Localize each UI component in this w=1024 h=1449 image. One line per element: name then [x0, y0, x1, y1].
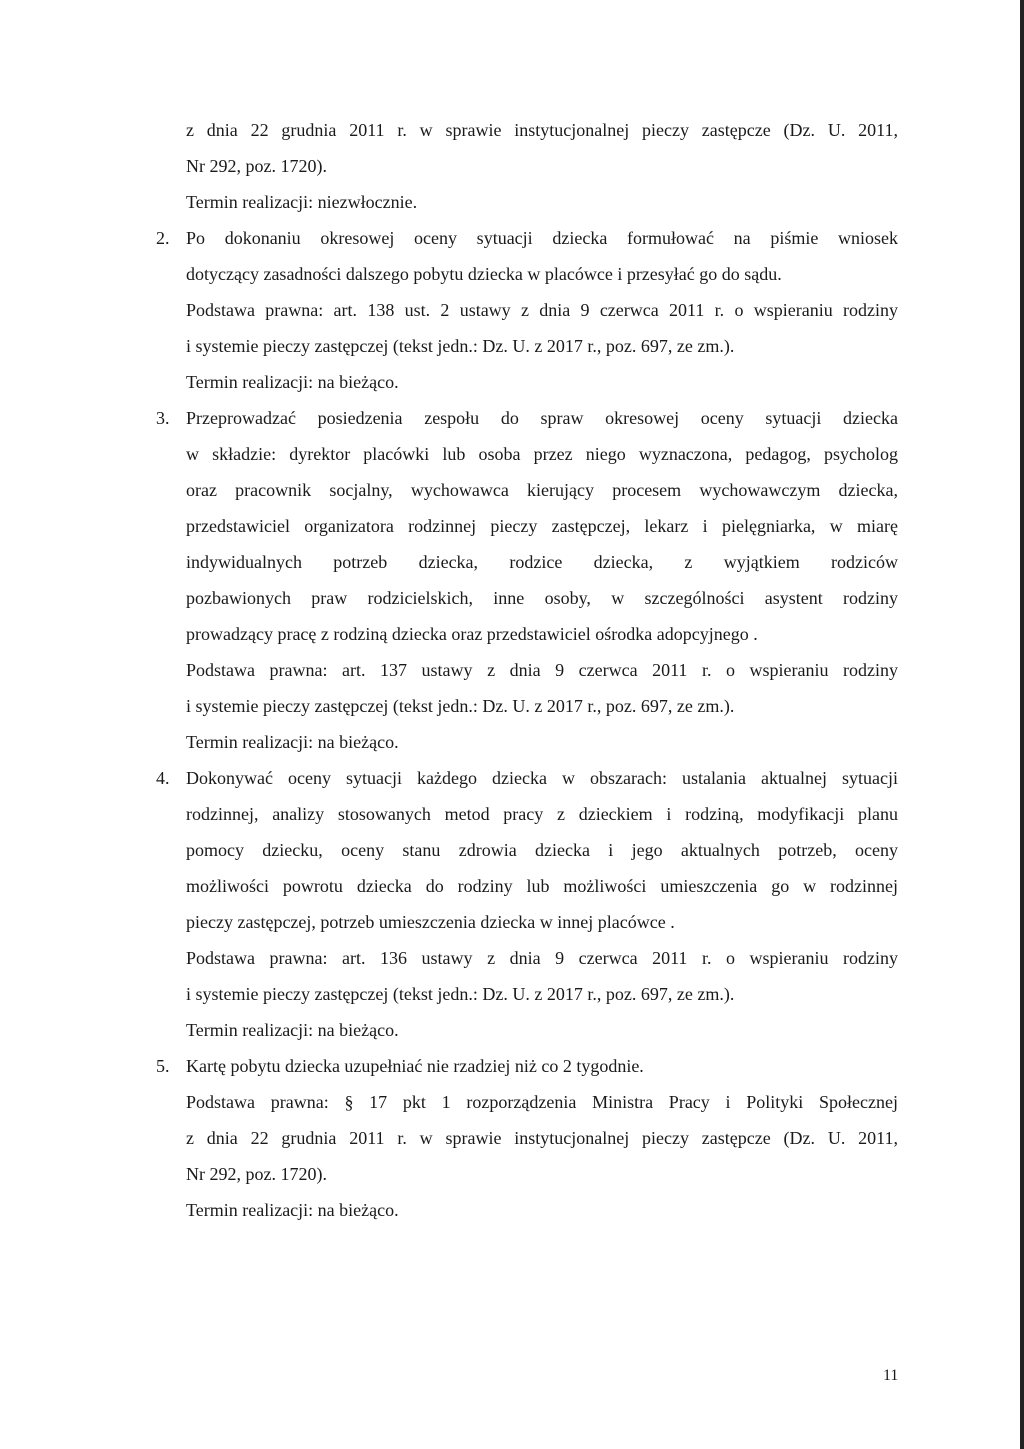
item-3-line-7: prowadzący pracę z rodziną dziecka oraz przedstawiciel ośrodka adopcyjnego .: [186, 624, 758, 644]
item-4-line-2: rodzinnej, analizy stosowanych metod pracy z dzieckiem i rodziną, modyfikacji planu: [186, 804, 898, 824]
item-3-line-10: Termin realizacji: na bieżąco.: [186, 732, 399, 752]
item-number: 5.: [156, 1056, 170, 1076]
item-4-line-7: i systemie pieczy zastępczej (tekst jedn.: Dz. U. z 2017 r., poz. 697, ze zm.).: [186, 984, 735, 1004]
item-4-line-8: Termin realizacji: na bieżąco.: [186, 1020, 399, 1040]
intro-line-2: Nr 292, poz. 1720).: [186, 156, 327, 176]
item-2-line-1: Po dokonaniu okresowej oceny sytuacji dziecka formułować na piśmie wniosek: [186, 228, 898, 248]
item-4-line-4: możliwości powrotu dziecka do rodziny lub możliwości umieszczenia go w rodzinnej: [186, 876, 898, 896]
item-3-line-5: indywidualnych potrzeb dziecka, rodzice dziecka, z wyjątkiem rodziców: [186, 552, 898, 572]
item-3-line-4: przedstawiciel organizatora rodzinnej pieczy zastępczej, lekarz i pielęgniarka, w miarę: [186, 516, 898, 536]
item-5-line-4: Nr 292, poz. 1720).: [186, 1164, 327, 1184]
intro-line-1: z dnia 22 grudnia 2011 r. w sprawie instytucjonalnej pieczy zastępcze (Dz. U. 2011,: [186, 120, 898, 140]
item-3-line-2: w składzie: dyrektor placówki lub osoba przez niego wyznaczona, pedagog, psycholog: [186, 444, 898, 464]
item-5-line-3: z dnia 22 grudnia 2011 r. w sprawie instytucjonalnej pieczy zastępcze (Dz. U. 2011,: [186, 1128, 898, 1148]
item-3-line-8: Podstawa prawna: art. 137 ustawy z dnia 9 czerwca 2011 r. o wspieraniu rodziny: [186, 660, 898, 680]
item-3-line-6: pozbawionych praw rodzicielskich, inne osoby, w szczególności asystent rodziny: [186, 588, 898, 608]
item-3-line-1: Przeprowadzać posiedzenia zespołu do spraw okresowej oceny sytuacji dziecka: [186, 408, 898, 428]
item-4-line-6: Podstawa prawna: art. 136 ustawy z dnia 9 czerwca 2011 r. o wspieraniu rodziny: [186, 948, 898, 968]
item-3-line-3: oraz pracownik socjalny, wychowawca kierujący procesem wychowawczym dziecka,: [186, 480, 898, 500]
item-number: 2.: [156, 228, 170, 248]
item-3-line-9: i systemie pieczy zastępczej (tekst jedn.: Dz. U. z 2017 r., poz. 697, ze zm.).: [186, 696, 735, 716]
item-5-line-5: Termin realizacji: na bieżąco.: [186, 1200, 399, 1220]
item-5-line-2: Podstawa prawna: § 17 pkt 1 rozporządzenia Ministra Pracy i Polityki Społecznej: [186, 1092, 898, 1112]
item-2-line-4: i systemie pieczy zastępczej (tekst jedn.: Dz. U. z 2017 r., poz. 697, ze zm.).: [186, 336, 735, 356]
page-number: 11: [883, 1367, 899, 1384]
item-number: 4.: [156, 768, 170, 788]
item-number: 3.: [156, 408, 170, 428]
scan-edge: [1020, 0, 1024, 1449]
item-5-line-1: Kartę pobytu dziecka uzupełniać nie rzadziej niż co 2 tygodnie.: [186, 1056, 644, 1076]
intro-line-3: Termin realizacji: niezwłocznie.: [186, 192, 418, 212]
item-2-line-5: Termin realizacji: na bieżąco.: [186, 372, 399, 392]
item-4-line-5: pieczy zastępczej, potrzeb umieszczenia dziecka w innej placówce .: [186, 912, 675, 932]
item-2-line-3: Podstawa prawna: art. 138 ust. 2 ustawy z dnia 9 czerwca 2011 r. o wspieraniu rodziny: [186, 300, 898, 320]
item-4-line-1: Dokonywać oceny sytuacji każdego dziecka w obszarach: ustalania aktualnej sytuacji: [186, 768, 898, 788]
item-2-line-2: dotyczący zasadności dalszego pobytu dziecka w placówce i przesyłać go do sądu.: [186, 264, 782, 284]
item-4-line-3: pomocy dziecku, oceny stanu zdrowia dziecka i jego aktualnych potrzeb, oceny: [186, 840, 898, 860]
